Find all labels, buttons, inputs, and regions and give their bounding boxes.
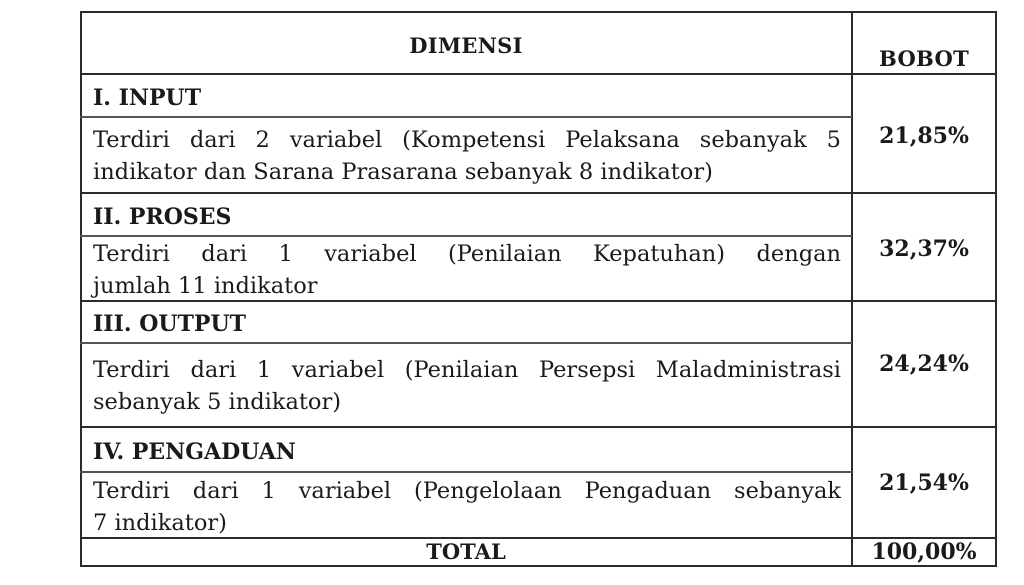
header-separator	[80, 73, 997, 75]
section-desc-input	[93, 124, 841, 188]
row4-title-separator	[80, 471, 852, 473]
table-border-right	[995, 11, 997, 567]
desc-line: Terdiri dari 1 variabel (Penilaian Persepsi Maladministrasi	[93, 357, 841, 383]
section-title-input: I. INPUT	[93, 85, 202, 111]
table-border-top	[80, 11, 997, 13]
row3-separator	[80, 426, 997, 428]
desc-line: Terdiri dari 1 variabel (Penilaian Kepatuhan) dengan	[93, 241, 841, 267]
table-border-left	[80, 11, 82, 567]
weight-pengaduan: 21,54%	[879, 470, 969, 496]
weight-output: 24,24%	[879, 351, 969, 377]
header-weight: BOBOT	[879, 46, 969, 71]
section-desc-pengaduan	[93, 475, 841, 539]
section-desc-output	[93, 354, 841, 418]
section-title-output: III. OUTPUT	[93, 311, 247, 337]
total-weight: 100,00%	[871, 539, 977, 565]
desc-line: jumlah 11 indikator	[93, 273, 318, 299]
desc-line: Terdiri dari 2 variabel (Kompetensi Pelaksana sebanyak 5	[93, 127, 841, 153]
desc-line: indikator dan Sarana Prasarana sebanyak 8 indikator)	[93, 159, 713, 185]
total-label: TOTAL	[426, 539, 506, 564]
row1-title-separator	[80, 116, 852, 118]
weight-proses: 32,37%	[879, 236, 969, 262]
row3-title-separator	[80, 342, 852, 344]
row1-separator	[80, 192, 997, 194]
weight-input: 21,85%	[879, 123, 969, 149]
section-title-pengaduan: IV. PENGADUAN	[93, 439, 296, 465]
weight-table	[80, 11, 997, 567]
section-desc-proses	[93, 238, 841, 302]
desc-line: 7 indikator)	[93, 510, 227, 536]
table-border-bottom	[80, 565, 997, 567]
desc-line: sebanyak 5 indikator)	[93, 389, 342, 415]
section-title-proses: II. PROSES	[93, 204, 232, 230]
row2-title-separator	[80, 235, 852, 237]
header-dimension: DIMENSI	[409, 33, 523, 58]
desc-line: Terdiri dari 1 variabel (Pengelolaan Pengaduan sebanyak	[93, 478, 841, 504]
